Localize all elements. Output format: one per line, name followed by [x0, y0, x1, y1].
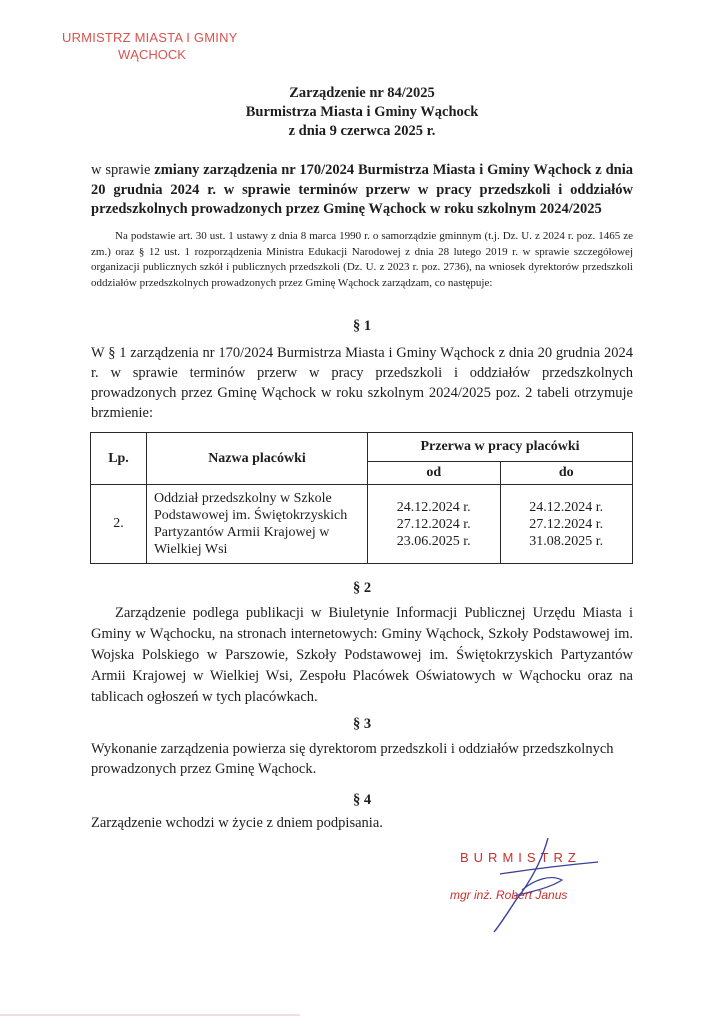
header-lp: Lp. [91, 433, 147, 485]
from-date: 24.12.2024 r. [396, 499, 471, 515]
document-header [0, 84, 724, 141]
handwritten-signature [430, 830, 630, 940]
section-4-text: Zarządzenie wchodzi w życie z dniem podpisania. [91, 815, 383, 831]
subject-paragraph [91, 161, 633, 220]
break-schedule-table [90, 432, 633, 564]
table-row [91, 485, 633, 564]
section-2-text: Zarządzenie podlega publikacji w Biuletynie Informacji Publicznej Urzędu Miasta i Gminy w Wąchocku, na stronach internetowych: Gminy Wąchock, Szkoły Podstawowej im. Wojska Polskiego w Parszowie, Szkoły Podstawowej im. Świętokrzyskich Partyzantów Armii Krajowej w Wielkiej Wsi, Zespołu Placówek Oświatowych w Wąchocku oraz na tablicach ogłoszeń w tych placówkach. [91, 605, 633, 705]
legal-basis-text: Na podstawie art. 30 ust. 1 ustawy z dnia 8 marca 1990 r. o samorządzie gminnym (t.j. Dz. U. z 2024 r. poz. 1465 ze zm.) oraz § 12 ust. 1 rozporządzenia Ministra Edukacji Narodowej z dnia 28 lutego 2019 r. w sprawie szczegółowej organizacji publicznych szkół i publicznych przedszkoli (Dz. U. z 2023 r. poz. 2736), na wniosek dyrektorów przedszkoli oddziałów przedszkolnych prowadzonych przez Gminę Wąchock zarządzam, co następuje: [91, 230, 633, 289]
signature-title: BURMISTRZ [460, 850, 581, 865]
section-3-heading: § 3 [352, 716, 372, 732]
header-from: od [368, 462, 501, 485]
from-date: 27.12.2024 r. [396, 516, 471, 532]
section-2-paragraph [91, 603, 633, 708]
from-date: 23.06.2025 r. [396, 533, 471, 549]
to-date: 24.12.2024 r. [529, 499, 604, 515]
legal-basis [91, 229, 633, 291]
stamp [62, 30, 238, 62]
signature-name: mgr inż. Robert Janus [450, 888, 568, 902]
stamp-line-1: URMISTRZ MIASTA I GMINY [62, 30, 238, 45]
header-to: do [500, 462, 633, 485]
issuing-authority: Burmistrza Miasta i Gminy Wąchock [245, 104, 479, 120]
section-4-heading: § 4 [352, 792, 372, 808]
scan-edge-mark [0, 1014, 300, 1016]
to-date: 27.12.2024 r. [529, 516, 604, 532]
section-1-text: W § 1 zarządzenia nr 170/2024 Burmistrza Miasta i Gminy Wąchock z dnia 20 grudnia 2024 r. w sprawie terminów przerw w pracy przedszkoli i oddziałów przedszkolnych prowadzonych przez Gminę Wąchock w roku szkolnym 2024/2025 poz. 2 tabeli otrzymuje brzmienie: [91, 345, 633, 421]
section-1-heading: § 1 [352, 318, 372, 334]
row-from-dates [368, 485, 501, 564]
table-header-row [91, 433, 633, 462]
row-to-dates [500, 485, 633, 564]
document-date: z dnia 9 czerwca 2025 r. [288, 123, 436, 139]
section-3-text: Wykonanie zarządzenia powierza się dyrektorom przedszkoli i oddziałów przedszkolnych prowadzonych przez Gminę Wąchock. [91, 741, 614, 777]
to-date: 31.08.2025 r. [529, 533, 604, 549]
header-name: Nazwa placówki [147, 433, 368, 485]
document-title: Zarządzenie nr 84/2025 [289, 85, 435, 101]
row-name: Oddział przedszkolny w Szkole Podstawowej im. Świętokrzyskich Partyzantów Armii Krajowej w Wielkiej Wsi [147, 485, 368, 564]
signature-block [430, 830, 630, 940]
section-2-heading: § 2 [352, 580, 372, 596]
stamp-line-2: WĄCHOCK [118, 47, 186, 62]
header-break: Przerwa w pracy placówki [368, 433, 633, 462]
subject-prefix: w sprawie [91, 162, 155, 178]
row-lp: 2. [91, 485, 147, 564]
subject-text: zmiany zarządzenia nr 170/2024 Burmistrza Miasta i Gminy Wąchock z dnia 20 grudnia 2024 r. w sprawie terminów przerw w pracy przedszkoli i oddziałów przedszkolnych prowadzonych przez Gminę Wąchock w roku szkolnym 2024/2025 [91, 162, 633, 217]
